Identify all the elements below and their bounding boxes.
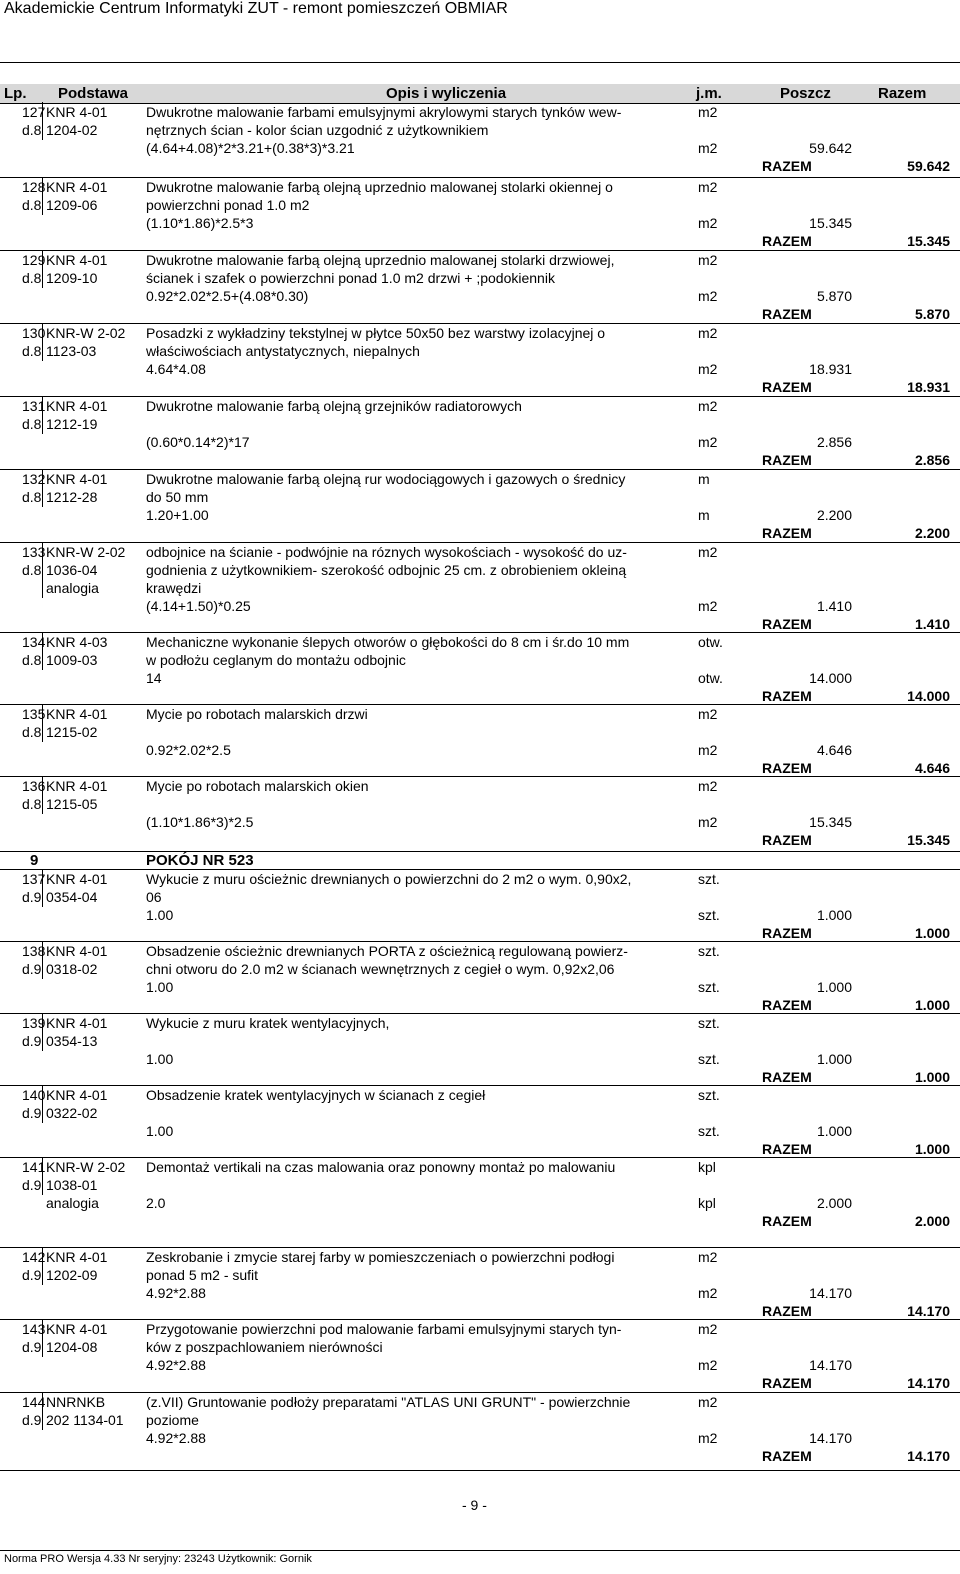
row-description-line: Mechaniczne wykonanie ślepych otworów o głębokości do 8 cm i śr.do 10 mm <box>146 634 630 650</box>
row-vertical-rule <box>42 776 43 814</box>
row-total-value: 2.200 <box>914 525 950 541</box>
row-description-line: 06 <box>146 889 162 905</box>
row-basis-code: KNR 4-01 <box>46 104 108 120</box>
row-chapter: d.9 <box>22 1339 42 1355</box>
row-basis-item: 1209-06 <box>46 197 98 213</box>
row-number: 136 <box>22 778 46 794</box>
row-unit: m2 <box>698 398 718 414</box>
row-total-value: 2.000 <box>914 1213 950 1229</box>
row-description-line: Demontaż vertikali na czas malowania oraz ponowny montaż po malowaniu <box>146 1159 616 1175</box>
row-calc-unit: m2 <box>698 1430 718 1446</box>
row-description-line: do 50 mm <box>146 489 209 505</box>
row-basis-item: 1209-10 <box>46 270 98 286</box>
row-calc-unit: m2 <box>698 288 718 304</box>
row-partial-value: 2.856 <box>816 434 852 450</box>
row-vertical-rule <box>42 632 43 670</box>
row-chapter: d.9 <box>22 961 42 977</box>
row-total-label: RAZEM <box>762 306 812 322</box>
row-partial-value: 15.345 <box>809 814 852 830</box>
row-number: 143 <box>22 1321 46 1337</box>
row-total-label: RAZEM <box>762 379 812 395</box>
row-unit: m2 <box>698 544 718 560</box>
row-total-label: RAZEM <box>762 760 812 776</box>
row-unit: m2 <box>698 1394 718 1410</box>
row-basis-item: 0322-02 <box>46 1105 98 1121</box>
row-basis-item: 0354-04 <box>46 889 98 905</box>
row-chapter: d.8 <box>22 343 42 359</box>
row-basis-code: KNR 4-01 <box>46 1321 108 1337</box>
row-partial-value: 1.410 <box>816 598 852 614</box>
row-partial-value: 5.870 <box>816 288 852 304</box>
row-vertical-rule <box>42 250 43 288</box>
row-total-label: RAZEM <box>762 1141 812 1157</box>
row-basis-code: KNR 4-01 <box>46 706 108 722</box>
row-calc-unit: szt. <box>698 907 720 923</box>
row-partial-value: 1.000 <box>816 907 852 923</box>
row-total-value: 1.000 <box>914 1141 950 1157</box>
row-vertical-rule <box>42 396 43 434</box>
row-description-line: Dwukrotne malowanie farbą olejną rur wodociągowych i gazowych o średnicy <box>146 471 626 487</box>
row-chapter: d.9 <box>22 1412 42 1428</box>
row-chapter: d.8 <box>22 562 42 578</box>
row-basis-item: 0354-13 <box>46 1033 98 1049</box>
row-unit: m2 <box>698 325 718 341</box>
row-total-value: 5.870 <box>914 306 950 322</box>
row-basis-item: 1202-09 <box>46 1267 98 1283</box>
row-partial-value: 14.170 <box>809 1357 852 1373</box>
row-unit: m2 <box>698 778 718 794</box>
row-divider <box>0 1085 960 1086</box>
row-divider <box>0 396 960 397</box>
row-calculation: 1.00 <box>146 1123 174 1139</box>
row-number: 134 <box>22 634 46 650</box>
row-number: 131 <box>22 398 46 414</box>
row-unit: m2 <box>698 1249 718 1265</box>
row-total-label: RAZEM <box>762 233 812 249</box>
row-calc-unit: m2 <box>698 814 718 830</box>
row-chapter: d.8 <box>22 416 42 432</box>
row-total-label: RAZEM <box>762 688 812 704</box>
row-calc-unit: szt. <box>698 979 720 995</box>
row-number: 140 <box>22 1087 46 1103</box>
row-calc-unit: m2 <box>698 1357 718 1373</box>
row-basis-code: KNR 4-03 <box>46 634 108 650</box>
row-number: 129 <box>22 252 46 268</box>
row-divider <box>0 1247 960 1248</box>
row-vertical-rule <box>42 704 43 742</box>
row-calculation: 1.20+1.00 <box>146 507 209 523</box>
row-divider <box>0 469 960 470</box>
row-divider <box>0 177 960 178</box>
row-total-value: 14.170 <box>907 1375 950 1391</box>
row-description-line: w podłożu ceglanym do montażu odbojnic <box>146 652 406 668</box>
row-chapter: d.8 <box>22 724 42 740</box>
row-unit: otw. <box>698 634 723 650</box>
row-number: 130 <box>22 325 46 341</box>
row-basis-code: NNRNKB <box>46 1394 106 1410</box>
row-total-value: 14.170 <box>907 1303 950 1319</box>
row-basis-item: 202 1134-01 <box>46 1412 124 1428</box>
row-total-label: RAZEM <box>762 1375 812 1391</box>
row-calculation: 1.00 <box>146 979 174 995</box>
table-bottom-rule <box>0 1470 960 1471</box>
row-calculation: 0.92*2.02*2.5 <box>146 742 231 758</box>
row-unit: szt. <box>698 943 720 959</box>
row-chapter: d.8 <box>22 197 42 213</box>
row-total-value: 4.646 <box>914 760 950 776</box>
row-calc-unit: m2 <box>698 1285 718 1301</box>
row-description-line: Przygotowanie powierzchni pod malowanie farbami emulsyjnymi starych tyn- <box>146 1321 622 1337</box>
row-description-line: Wykucie z muru kratek wentylacyjnych, <box>146 1015 390 1031</box>
row-calculation: 1.00 <box>146 1051 174 1067</box>
row-divider <box>0 776 960 777</box>
row-basis-code: KNR-W 2-02 <box>46 1159 126 1175</box>
row-description-line: ponad 5 m2 - sufit <box>146 1267 259 1283</box>
row-description-line: Mycie po robotach malarskich drzwi <box>146 706 368 722</box>
row-partial-value: 1.000 <box>816 1123 852 1139</box>
row-calc-unit: m2 <box>698 598 718 614</box>
row-calculation: 4.92*2.88 <box>146 1357 206 1373</box>
col-opis: Opis i wyliczenia <box>386 85 507 102</box>
row-basis-item: 1204-02 <box>46 122 98 138</box>
row-calc-unit: m2 <box>698 215 718 231</box>
row-unit: m2 <box>698 252 718 268</box>
row-partial-value: 14.170 <box>809 1430 852 1446</box>
row-total-label: RAZEM <box>762 525 812 541</box>
row-description-line: Wykucie z muru ościeżnic drewnianych o powierzchni do 2 m2 o wym. 0,90x2, <box>146 871 632 887</box>
row-vertical-rule <box>42 1392 43 1430</box>
row-basis-code: KNR 4-01 <box>46 871 108 887</box>
row-basis-code: KNR 4-01 <box>46 1087 108 1103</box>
row-total-label: RAZEM <box>762 1303 812 1319</box>
row-divider <box>0 632 960 633</box>
row-chapter: d.8 <box>22 796 42 812</box>
row-divider <box>0 941 960 942</box>
row-calc-unit: szt. <box>698 1051 720 1067</box>
row-description-line: odbojnice na ścianie - podwójnie na róznych wysokościach - wysokość do uz- <box>146 544 627 560</box>
row-description-line: Obsadzenie kratek wentylacyjnych w ścianach z cegieł <box>146 1087 486 1103</box>
row-number: 137 <box>22 871 46 887</box>
row-total-value: 2.856 <box>914 452 950 468</box>
row-basis-item: 1215-05 <box>46 796 98 812</box>
row-divider <box>0 250 960 251</box>
row-basis-item: 1215-02 <box>46 724 98 740</box>
row-number: 139 <box>22 1015 46 1031</box>
row-chapter: d.8 <box>22 122 42 138</box>
row-divider <box>0 1392 960 1393</box>
row-divider <box>0 1319 960 1320</box>
row-basis-item: 1009-03 <box>46 652 98 668</box>
row-total-value: 1.000 <box>914 1069 950 1085</box>
section-divider <box>0 851 960 852</box>
row-basis-note: analogia <box>46 1195 99 1211</box>
page-number: - 9 - <box>462 1497 487 1513</box>
row-partial-value: 18.931 <box>809 361 852 377</box>
row-description-line: powierzchni ponad 1.0 m2 <box>146 197 310 213</box>
row-calculation: (1.10*1.86)*2.5*3 <box>146 215 254 231</box>
row-description-line: Dwukrotne malowanie farbą olejną uprzednio malowanej stolarki drzwiowej, <box>146 252 615 268</box>
row-calc-unit: m2 <box>698 361 718 377</box>
row-calc-unit: otw. <box>698 670 723 686</box>
row-total-value: 1.000 <box>914 925 950 941</box>
row-calculation: 4.92*2.88 <box>146 1430 206 1446</box>
row-divider <box>0 1157 960 1158</box>
footer-rule <box>0 1550 960 1551</box>
row-calculation: 4.92*2.88 <box>146 1285 206 1301</box>
row-vertical-rule <box>42 1319 43 1357</box>
row-total-value: 14.170 <box>907 1448 950 1464</box>
footer-text: Norma PRO Wersja 4.33 Nr seryjny: 23243 Użytkownik: Gornik <box>4 1553 312 1565</box>
row-chapter: d.9 <box>22 1267 42 1283</box>
row-total-value: 15.345 <box>907 832 950 848</box>
row-vertical-rule <box>42 323 43 361</box>
row-divider <box>0 542 960 543</box>
row-total-value: 15.345 <box>907 233 950 249</box>
row-basis-code: KNR 4-01 <box>46 252 108 268</box>
row-total-label: RAZEM <box>762 158 812 174</box>
row-unit: kpl <box>698 1159 716 1175</box>
row-number: 133 <box>22 544 46 560</box>
row-vertical-rule <box>42 1013 43 1051</box>
row-divider <box>0 323 960 324</box>
row-total-label: RAZEM <box>762 1213 812 1229</box>
row-partial-value: 14.170 <box>809 1285 852 1301</box>
row-vertical-rule <box>42 177 43 215</box>
row-basis-code: KNR-W 2-02 <box>46 325 126 341</box>
row-basis-item: 1212-19 <box>46 416 98 432</box>
row-basis-code: KNR 4-01 <box>46 778 108 794</box>
row-vertical-rule <box>42 1247 43 1285</box>
row-calculation: (4.64+4.08)*2*3.21+(0.38*3)*3.21 <box>146 140 355 156</box>
row-unit: m2 <box>698 179 718 195</box>
row-basis-item: 1038-01 <box>46 1177 98 1193</box>
row-basis-code: KNR 4-01 <box>46 943 108 959</box>
col-jm: j.m. <box>696 85 722 102</box>
row-partial-value: 15.345 <box>809 215 852 231</box>
row-number: 138 <box>22 943 46 959</box>
row-partial-value: 4.646 <box>816 742 852 758</box>
row-unit: szt. <box>698 1015 720 1031</box>
row-description-line: krawędzi <box>146 580 202 596</box>
row-calc-unit: m <box>698 507 710 523</box>
row-vertical-rule <box>42 542 43 598</box>
row-description-line: Mycie po robotach malarskich okien <box>146 778 369 794</box>
row-divider <box>0 869 960 870</box>
row-chapter: d.8 <box>22 652 42 668</box>
row-description-line: Obsadzenie ościeżnic drewnianych PORTA z ościeżnicą regulowaną powierz- <box>146 943 628 959</box>
row-calculation: 1.00 <box>146 907 174 923</box>
row-chapter: d.9 <box>22 889 42 905</box>
row-basis-code: KNR 4-01 <box>46 1015 108 1031</box>
row-basis-note: analogia <box>46 580 99 596</box>
row-calculation: 0.92*2.02*2.5+(4.08*0.30) <box>146 288 309 304</box>
col-lp: Lp. <box>4 85 27 102</box>
row-partial-value: 2.000 <box>816 1195 852 1211</box>
row-number: 144 <box>22 1394 46 1410</box>
row-total-label: RAZEM <box>762 452 812 468</box>
row-basis-code: KNR-W 2-02 <box>46 544 126 560</box>
row-chapter: d.8 <box>22 489 42 505</box>
row-unit: szt. <box>698 871 720 887</box>
row-description-line: Dwukrotne malowanie farbą olejną grzejników radiatorowych <box>146 398 522 414</box>
row-basis-item: 1036-04 <box>46 562 98 578</box>
row-number: 127 <box>22 104 46 120</box>
row-divider <box>0 1013 960 1014</box>
row-total-label: RAZEM <box>762 1448 812 1464</box>
row-number: 128 <box>22 179 46 195</box>
row-vertical-rule <box>42 941 43 979</box>
row-total-label: RAZEM <box>762 616 812 632</box>
row-partial-value: 1.000 <box>816 1051 852 1067</box>
row-total-label: RAZEM <box>762 832 812 848</box>
row-total-value: 18.931 <box>907 379 950 395</box>
row-total-value: 1.410 <box>914 616 950 632</box>
row-description-line: Dwukrotne malowanie farbą olejną uprzednio malowanej stolarki okiennej o <box>146 179 613 195</box>
row-description-line: nętrznych ścian - kolor ścian uzgodnić z użytkownikiem <box>146 122 489 138</box>
row-number: 135 <box>22 706 46 722</box>
row-calculation: (1.10*1.86*3)*2.5 <box>146 814 254 830</box>
row-description-line: Zeskrobanie i zmycie starej farby w pomieszczeniach o powierzchni podłogi <box>146 1249 615 1265</box>
row-vertical-rule <box>42 1157 43 1195</box>
row-basis-code: KNR 4-01 <box>46 398 108 414</box>
row-basis-code: KNR 4-01 <box>46 1249 108 1265</box>
col-razem: Razem <box>878 85 927 102</box>
row-total-label: RAZEM <box>762 1069 812 1085</box>
row-description-line: właściwościach antystatycznych, niepalnych <box>146 343 420 359</box>
row-description-line: chni otworu do 2.0 m2 w ścianach wewnętrznych z cegieł o wym. 0,92x2,06 <box>146 961 615 977</box>
row-basis-code: KNR 4-01 <box>46 179 108 195</box>
row-chapter: d.9 <box>22 1033 42 1049</box>
row-description-line: poziome <box>146 1412 199 1428</box>
row-total-label: RAZEM <box>762 925 812 941</box>
row-number: 132 <box>22 471 46 487</box>
column-header-row <box>0 84 960 104</box>
row-unit: m <box>698 471 710 487</box>
row-total-value: 1.000 <box>914 997 950 1013</box>
row-number: 141 <box>22 1159 46 1175</box>
row-chapter: d.9 <box>22 1177 42 1193</box>
header-rule <box>0 62 960 63</box>
row-vertical-rule <box>42 1085 43 1123</box>
document-title: Akademickie Centrum Informatyki ZUT - remont pomieszczeń OBMIAR <box>4 0 508 17</box>
col-poszcz: Poszcz <box>780 85 831 102</box>
row-number: 142 <box>22 1249 46 1265</box>
row-partial-value: 2.200 <box>816 507 852 523</box>
row-calc-unit: m2 <box>698 140 718 156</box>
row-calc-unit: m2 <box>698 742 718 758</box>
row-unit: m2 <box>698 104 718 120</box>
row-calculation: (0.60*0.14*2)*17 <box>146 434 250 450</box>
section-number: 9 <box>30 852 39 869</box>
row-unit: m2 <box>698 706 718 722</box>
row-description-line: Dwukrotne malowanie farbami emulsyjnymi akrylowymi starych tynków wew- <box>146 104 622 120</box>
row-calc-unit: kpl <box>698 1195 716 1211</box>
row-vertical-rule <box>42 102 43 140</box>
row-description-line: (z.VII) Gruntowanie podłoży preparatami "ATLAS UNI GRUNT" - powierzchnie <box>146 1394 631 1410</box>
row-partial-value: 59.642 <box>809 140 852 156</box>
row-total-value: 59.642 <box>907 158 950 174</box>
row-total-value: 14.000 <box>907 688 950 704</box>
row-chapter: d.9 <box>22 1105 42 1121</box>
row-calculation: 14 <box>146 670 162 686</box>
col-podstawa: Podstawa <box>58 85 129 102</box>
row-basis-code: KNR 4-01 <box>46 471 108 487</box>
row-unit: szt. <box>698 1087 720 1103</box>
row-partial-value: 14.000 <box>809 670 852 686</box>
row-unit: m2 <box>698 1321 718 1337</box>
row-basis-item: 1123-03 <box>46 343 97 359</box>
row-description-line: ścianek i szafek o powierzchni ponad 1.0 m2 drzwi + ;podokiennik <box>146 270 555 286</box>
row-calculation: 4.64*4.08 <box>146 361 206 377</box>
row-basis-item: 1204-08 <box>46 1339 98 1355</box>
row-vertical-rule <box>42 869 43 907</box>
row-total-label: RAZEM <box>762 997 812 1013</box>
row-description-line: Posadzki z wykładziny tekstylnej w płytce 50x50 bez warstwy izolacyjnej o <box>146 325 606 341</box>
row-calc-unit: m2 <box>698 434 718 450</box>
row-partial-value: 1.000 <box>816 979 852 995</box>
section-title: POKÓJ NR 523 <box>146 852 254 869</box>
row-calc-unit: szt. <box>698 1123 720 1139</box>
row-basis-item: 1212-28 <box>46 489 98 505</box>
row-divider <box>0 704 960 705</box>
row-basis-item: 0318-02 <box>46 961 98 977</box>
row-vertical-rule <box>42 469 43 507</box>
row-description-line: ków z poszpachlowaniem nierówności <box>146 1339 383 1355</box>
row-calculation: (4.14+1.50)*0.25 <box>146 598 251 614</box>
row-chapter: d.8 <box>22 270 42 286</box>
row-description-line: godnienia z użytkownikiem- szerokość odbojnic 25 cm. z obrobieniem okleiną <box>146 562 627 578</box>
row-calculation: 2.0 <box>146 1195 166 1211</box>
